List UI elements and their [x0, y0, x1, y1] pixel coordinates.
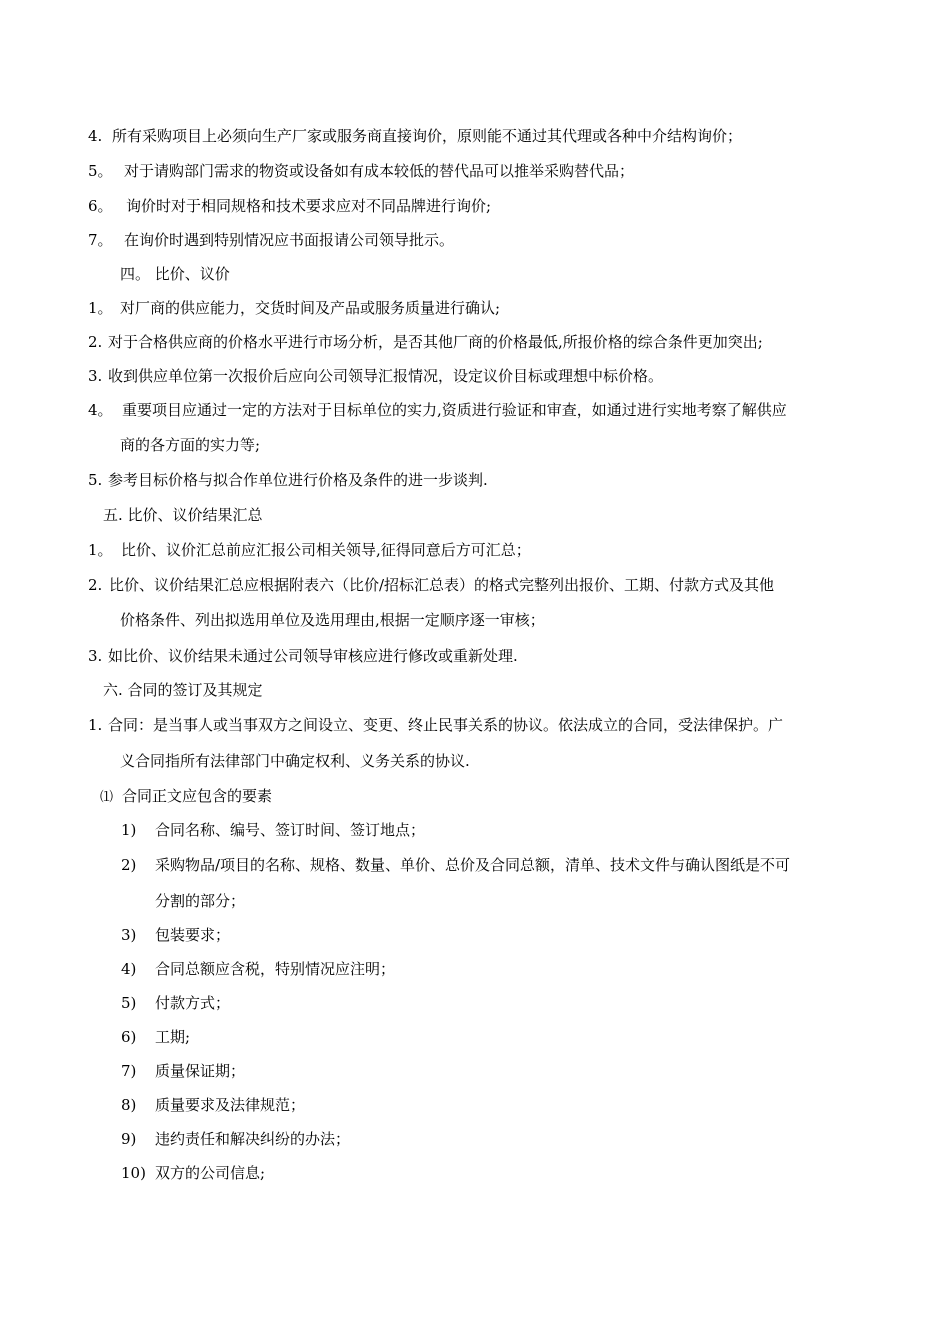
list-item: [88, 715, 783, 735]
list-text: 分割的部分；: [155, 892, 246, 910]
list-text: 包装要求；: [155, 926, 231, 944]
list-text: 义合同指所有法律部门中确定权利、义务关系的协议.: [120, 752, 470, 770]
list-number: 7。: [88, 231, 113, 249]
list-text: 商的各方面的实力等;: [120, 436, 261, 454]
list-item: [88, 161, 634, 181]
list-item-continuation: [120, 435, 260, 455]
list-text: 对于请购部门需求的物资或设备如有成本较低的替代品可以推举采购替代品；: [124, 162, 635, 180]
list-text: 参考目标价格与拟合作单位进行价格及条件的进一步谈判.: [108, 471, 488, 489]
list-text: 质量保证期；: [155, 1062, 246, 1080]
list-item: [121, 1027, 190, 1047]
list-number: 3): [121, 926, 137, 944]
list-text: 对于合格供应商的价格水平进行市场分析，是否其他厂商的价格最低,所报价格的综合条件更加突出;: [108, 333, 763, 351]
list-item: [121, 855, 790, 875]
list-number: 9): [121, 1130, 137, 1148]
list-number: 1): [121, 821, 137, 839]
section-heading: [103, 680, 263, 700]
list-item: [121, 959, 395, 979]
section-heading: [103, 505, 263, 525]
list-item-continuation: [120, 751, 470, 771]
list-number: 4。: [88, 401, 113, 419]
list-item-continuation: [120, 610, 545, 630]
list-text: 合同总额应含税，特别情况应注明；: [155, 960, 396, 978]
sub-heading-text: 合同正文应包含的要素: [122, 787, 273, 805]
list-text: 采购物品/项目的名称、规格、数量、单价、总价及合同总额，清单、技术文件与确认图纸是不可: [155, 856, 791, 874]
list-item: [88, 298, 500, 318]
list-item: [121, 925, 230, 945]
list-item-continuation: [155, 891, 245, 911]
list-number: 5。: [88, 162, 113, 180]
list-number: 8): [121, 1096, 137, 1114]
list-number: 1。: [88, 299, 113, 317]
section-heading-text: 四。 比价、议价: [120, 265, 230, 283]
list-number: 2.: [88, 576, 103, 594]
list-item: [88, 540, 531, 560]
list-text: 比价、议价汇总前应汇报公司相关领导,征得同意后方可汇总；: [121, 541, 531, 559]
list-number: 6): [121, 1028, 137, 1046]
list-number: 4): [121, 960, 137, 978]
list-item: [88, 646, 518, 666]
list-text: 付款方式；: [155, 994, 231, 1012]
list-number: 1.: [88, 716, 103, 734]
list-item: [121, 1129, 350, 1149]
list-item: [121, 1061, 245, 1081]
list-item: [88, 332, 763, 352]
list-number: 3.: [88, 647, 103, 665]
list-text: 合同名称、编号、签订时间、签订地点；: [155, 821, 426, 839]
section-heading: [120, 264, 230, 284]
list-item: [88, 400, 787, 420]
list-text: 对厂商的供应能力，交货时间及产品或服务质量进行确认;: [120, 299, 501, 317]
list-item: [88, 196, 491, 216]
list-number: 5.: [88, 471, 103, 489]
list-text: 在询价时遇到特别情况应书面报请公司领导批示。: [124, 231, 455, 249]
list-text: 所有采购项目上必须向生产厂家或服务商直接询价，原则能不通过其代理或各种中介结构询价；: [112, 127, 743, 145]
list-text: 如比价、议价结果未通过公司领导审核应进行修改或重新处理.: [108, 647, 518, 665]
list-text: 重要项目应通过一定的方法对于目标单位的实力,资质进行验证和审查，如通过进行实地考察了解供应: [122, 401, 787, 419]
list-number: 2.: [88, 333, 103, 351]
list-item: [121, 993, 230, 1013]
list-number: 6。: [88, 197, 113, 215]
list-text: 双方的公司信息;: [155, 1164, 266, 1182]
section-heading-text: 五. 比价、议价结果汇总: [103, 506, 263, 524]
list-item: [121, 1163, 265, 1183]
list-item: [88, 366, 663, 386]
list-number: 10): [121, 1164, 146, 1182]
sub-heading-number: ⑴: [100, 790, 114, 805]
list-item: [121, 820, 425, 840]
list-text: 质量要求及法律规范；: [155, 1096, 306, 1114]
list-item: [88, 575, 774, 595]
list-text: 询价时对于相同规格和技术要求应对不同品牌进行询价;: [126, 197, 492, 215]
list-item: [121, 1095, 305, 1115]
list-number: 3.: [88, 367, 103, 385]
section-heading-text: 六. 合同的签订及其规定: [103, 681, 263, 699]
list-number: 2): [121, 856, 137, 874]
sub-heading: [100, 786, 272, 808]
list-text: 违约责任和解决纠纷的办法；: [155, 1130, 351, 1148]
list-text: 合同：是当事人或当事双方之间设立、变更、终止民事关系的协议。依法成立的合同，受法律保护。广: [108, 716, 784, 734]
list-item: [88, 126, 742, 146]
list-text: 收到供应单位第一次报价后应向公司领导汇报情况，设定议价目标或理想中标价格。: [108, 367, 664, 385]
list-item: [88, 470, 488, 490]
list-number: 5): [121, 994, 137, 1012]
list-text: 比价、议价结果汇总应根据附表六（比价/招标汇总表）的格式完整列出报价、工期、付款方式及其他: [109, 576, 775, 594]
list-text: 价格条件、列出拟选用单位及选用理由,根据一定顺序逐一审核；: [120, 611, 545, 629]
list-number: 4.: [88, 127, 103, 145]
list-text: 工期;: [155, 1028, 191, 1046]
list-item: [88, 230, 454, 250]
list-number: 1。: [88, 541, 113, 559]
list-number: 7): [121, 1062, 137, 1080]
